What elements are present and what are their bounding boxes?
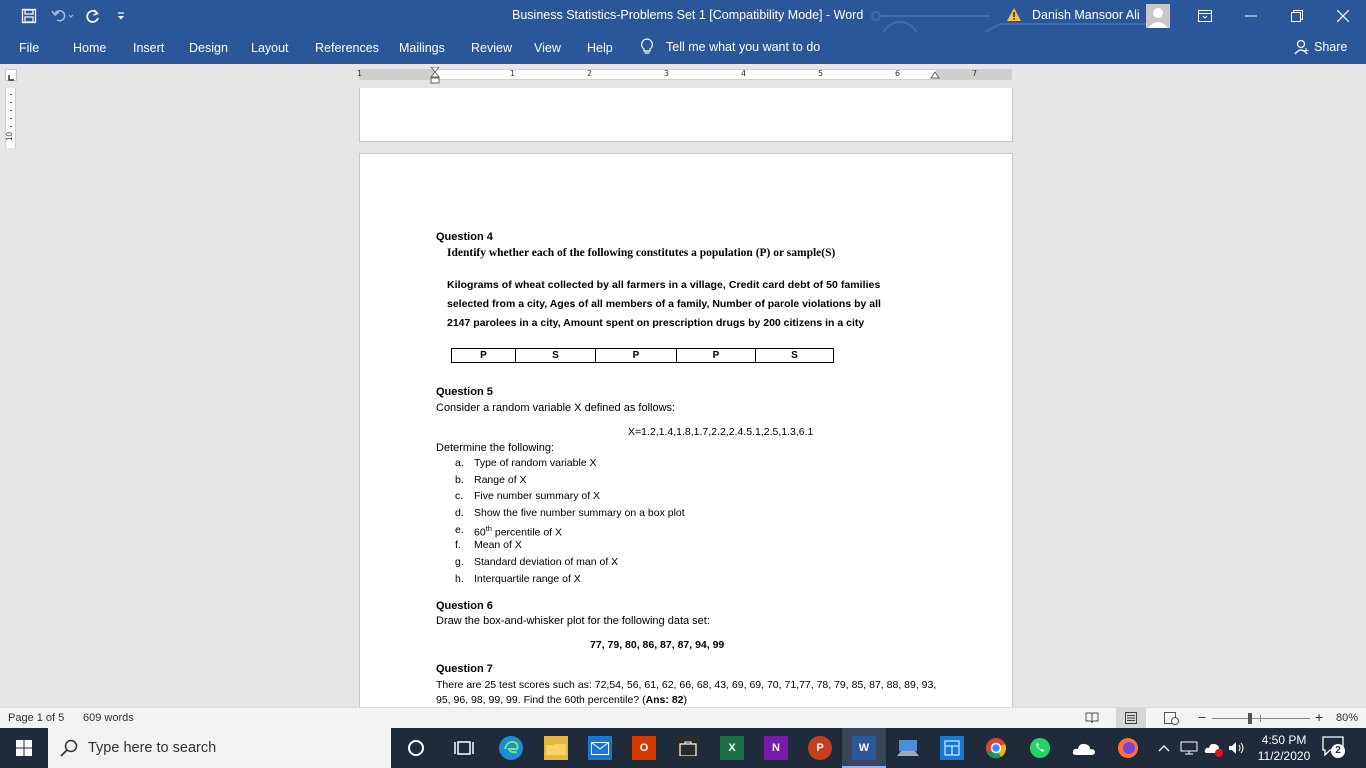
tab-help[interactable]: Help [587, 41, 613, 55]
print-layout-icon [1125, 712, 1137, 724]
tab-file[interactable]: File [19, 41, 40, 55]
list-text [474, 524, 562, 539]
notification-badge: 2 [1331, 744, 1345, 758]
list-text: Show the five number summary on a box plot [474, 507, 685, 519]
table-row [452, 349, 834, 363]
clock-time: 4:50 PM [1261, 733, 1307, 747]
q5-data: X=1.2,1.4,1.8,1.7,2.2,2.4.5.1,2.5,1.3,6.1 [628, 426, 814, 438]
mail-icon[interactable] [588, 736, 612, 760]
ruler-number: 4 [741, 69, 747, 78]
list-label: c. [455, 490, 464, 502]
table-cell: S [756, 349, 834, 363]
status-bar [0, 707, 1366, 728]
list-label: a. [455, 457, 464, 469]
document-title: Business Statistics-Problems Set 1 [Compatibility Mode] - Word [512, 8, 864, 22]
word-taskbar-button[interactable] [842, 728, 886, 768]
ribbon-display-options-icon[interactable] [1182, 0, 1228, 32]
tell-me-text: Tell me what you want to do [666, 40, 821, 54]
tab-mailings[interactable]: Mailings [399, 41, 445, 55]
user-name[interactable]: Danish Mansoor Ali [1032, 8, 1140, 22]
share-button[interactable] [1294, 39, 1347, 55]
q4-line-2: selected from a city, Ages of all members of a family, Number of parole violations by all [447, 298, 881, 310]
lightbulb-icon [640, 38, 654, 56]
show-hidden-icons[interactable] [1158, 743, 1170, 753]
volume-icon[interactable] [1228, 741, 1246, 755]
word-count[interactable]: 609 words [83, 712, 134, 724]
web-layout-icon[interactable] [1164, 712, 1179, 725]
zoom-center-tick [1260, 715, 1261, 722]
minimize-icon[interactable] [1228, 0, 1274, 32]
ruler-number: 10 [4, 132, 14, 141]
q6-intro: Draw the box-and-whisker plot for the following data set: [436, 615, 710, 627]
search-icon [60, 739, 78, 757]
ruler-number: 2 [587, 69, 593, 78]
right-indent-marker-icon[interactable] [930, 71, 940, 81]
zoom-out-icon[interactable]: − [1198, 709, 1207, 725]
restore-icon[interactable] [1274, 0, 1320, 32]
close-icon[interactable] [1320, 0, 1366, 32]
vertical-ruler[interactable] [5, 88, 16, 148]
avatar[interactable] [1146, 4, 1170, 28]
store-icon[interactable] [676, 736, 700, 760]
list-label: d. [455, 507, 464, 519]
chrome-icon[interactable] [984, 736, 1008, 760]
customize-qat-icon[interactable] [110, 6, 132, 26]
list-text: Mean of X [474, 539, 522, 551]
list-text-number: 60 [474, 526, 486, 539]
ribbon-tabs [0, 32, 1366, 64]
tab-design[interactable]: Design [189, 41, 228, 55]
ruler-tick [10, 94, 12, 95]
redo-icon[interactable] [82, 6, 104, 26]
q7-line-2 [436, 694, 687, 706]
powerpoint-icon[interactable]: P [808, 736, 832, 760]
ruler-number: 7 [972, 69, 978, 78]
q4-instruction: Identify whether each of the following constitutes a population (P) or sample(S) [447, 247, 836, 259]
list-label: h. [455, 573, 464, 585]
zoom-slider-thumb[interactable] [1248, 713, 1252, 724]
q4-heading: Question 4 [436, 231, 493, 243]
tab-references[interactable]: References [315, 41, 379, 55]
onenote-icon[interactable]: N [764, 736, 788, 760]
tab-insert[interactable]: Insert [133, 41, 165, 55]
indent-marker-icon[interactable] [430, 67, 440, 85]
tell-me-box[interactable] [640, 38, 820, 56]
tab-view[interactable]: View [534, 41, 561, 55]
answer-table [451, 348, 834, 363]
list-label: f. [455, 539, 461, 551]
ruler-tick [10, 126, 12, 127]
title-bar [0, 0, 1366, 32]
ruler-tick [10, 102, 12, 103]
q5-heading: Question 5 [436, 386, 493, 398]
table-cell: P [677, 349, 756, 363]
undo-icon[interactable] [48, 6, 78, 26]
zoom-level[interactable]: 80% [1336, 712, 1359, 724]
table-cell: P [452, 349, 516, 363]
zoom-slider[interactable] [1212, 718, 1310, 719]
search-placeholder: Type here to search [88, 740, 217, 756]
q7-line-2-text: 95, 96, 98, 99, 99. Find the 60th percentile? ( [436, 694, 646, 706]
start-button[interactable] [0, 728, 48, 768]
desktop-app-icon[interactable] [896, 736, 920, 760]
tab-selector[interactable] [5, 69, 17, 81]
ruler-number: 5 [818, 69, 824, 78]
list-label: b. [455, 474, 464, 486]
edge-icon[interactable] [499, 736, 523, 760]
network-icon[interactable] [1180, 741, 1198, 755]
q7-heading: Question 7 [436, 663, 493, 675]
list-text: Five number summary of X [474, 490, 601, 502]
ruler-left-margin [359, 70, 435, 79]
print-layout-button[interactable] [1116, 708, 1146, 729]
windows-icon [16, 740, 32, 756]
q6-heading: Question 6 [436, 600, 493, 612]
ruler-number: 6 [895, 69, 901, 78]
tab-layout[interactable]: Layout [251, 41, 289, 55]
list-text-rest: percentile of X [491, 526, 562, 539]
file-explorer-icon[interactable] [544, 736, 568, 760]
horizontal-ruler[interactable] [359, 69, 1012, 80]
q4-line-1: Kilograms of wheat collected by all farmers in a village, Credit card debt of 50 families [447, 279, 881, 291]
tab-review[interactable]: Review [471, 41, 512, 55]
taskbar [0, 728, 1366, 768]
cortana-icon[interactable] [404, 736, 428, 760]
whatsapp-icon[interactable] [1028, 736, 1052, 760]
warning-icon[interactable] [1006, 7, 1022, 25]
ruler-tick [10, 110, 12, 111]
table-cell: S [516, 349, 596, 363]
onedrive-icon[interactable] [1072, 736, 1096, 760]
q7-answer: Ans: 82 [645, 694, 684, 706]
q7-line-2-end: ) [683, 694, 687, 706]
table-cell: P [596, 349, 677, 363]
q6-data: 77, 79, 80, 86, 87, 87, 94, 99 [590, 639, 725, 651]
calculator-app-icon[interactable] [940, 736, 964, 760]
page-count[interactable]: Page 1 of 5 [8, 712, 65, 724]
action-center-button[interactable] [1322, 736, 1346, 760]
ruler-number: 1 [357, 69, 363, 78]
list-text: Interquartile range of X [474, 573, 581, 585]
superscript: th [485, 524, 492, 533]
person-icon [1294, 39, 1310, 55]
system-clock[interactable] [1252, 732, 1316, 764]
q5-intro: Consider a random variable X defined as follows: [436, 402, 676, 414]
q5-determine: Determine the following: [436, 442, 555, 454]
list-text: Range of X [474, 474, 527, 486]
clock-date: 11/2/2020 [1257, 749, 1311, 763]
list-label: g. [455, 556, 464, 568]
ruler-number: 1 [510, 69, 516, 78]
zoom-in-icon[interactable]: + [1315, 709, 1324, 725]
onedrive-status-icon[interactable] [1204, 741, 1224, 757]
read-mode-icon[interactable] [1085, 712, 1099, 724]
firefox-icon[interactable] [1116, 736, 1140, 760]
taskbar-search[interactable] [48, 728, 391, 768]
save-icon[interactable] [18, 6, 40, 26]
office-icon[interactable]: O [632, 736, 656, 760]
list-text: Type of random variable X [474, 457, 597, 469]
share-label: Share [1314, 40, 1348, 54]
list-text: Standard deviation of man of X [474, 556, 619, 568]
task-view-icon[interactable] [452, 736, 476, 760]
page-previous[interactable] [359, 88, 1013, 142]
q4-line-3: 2147 parolees in a city, Amount spent on prescription drugs by 200 citizens in a city [447, 317, 865, 329]
document-page[interactable] [359, 153, 1013, 713]
tab-home[interactable]: Home [73, 41, 107, 55]
ruler-number: 3 [664, 69, 670, 78]
word-icon: W [852, 736, 876, 760]
list-label: e. [455, 524, 464, 536]
excel-icon[interactable]: X [720, 736, 744, 760]
ruler-tick [10, 118, 12, 119]
q7-line-1: There are 25 test scores such as: 72,54, 56, 61, 62, 66, 68, 43, 69, 69, 70, 71,77, 78, 79, 85, 87, 88, 89, 93, [436, 679, 937, 691]
